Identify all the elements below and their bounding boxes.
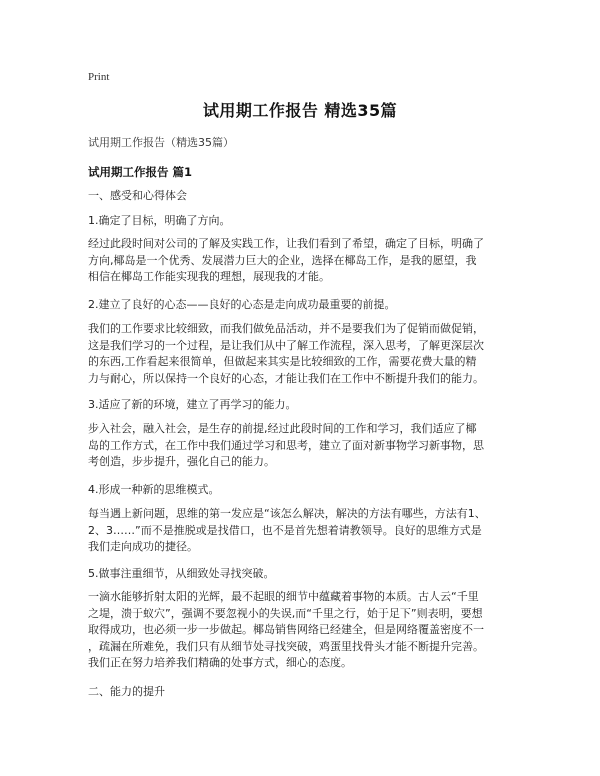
item-5-title: 5.做事注重细节，从细致处寻找突破。 [88,567,275,580]
item-1-body [88,236,518,286]
paragraph-line: 我们的工作要求比较细致，而我们做免品活动，并不是要我们为了促销而做促销， [88,322,484,335]
item-4-title: 4.形成一种新的思维模式。 [88,483,220,496]
print-label[interactable]: Print [88,71,110,83]
paragraph-line: 这是我们学习的一个过程，是让我们从中了解工作流程，深入思考，了解更深层次 [88,338,484,352]
paragraph-line: 方向,椰岛是一个优秀、发展潜力巨大的企业，选择在椰岛工作，是我的愿望，我 [88,253,477,267]
paragraph-line: 我们走向成功的捷径。 [88,540,198,553]
item-4-body [88,506,518,556]
item-3-title: 3.适应了新的环境，建立了再学习的能力。 [88,398,297,411]
paragraph-line: 取得成功，也必须一步一步做起。椰岛销售网络已经建全，但是网络覆盖密度不一 [88,623,484,636]
paragraph-line: 力与耐心，所以保持一个良好的心态，才能让我们在工作中不断提升我们的能力。 [88,371,484,385]
page-title: 试用期工作报告 精选35篇 [202,101,398,120]
paragraph-line: 的东西,工作看起来很简单，但做起来其实是比较细致的工作，需要花费大量的精 [88,355,477,368]
item-2-title: 2.建立了良好的心态——良好的心态是走向成功最重要的前提。 [88,298,396,311]
paragraph-line: 每当遇上新问题，思维的第一发应是“该怎么解决，解决的方法有哪些，方法有1、 [88,507,486,520]
item-2-body [88,321,518,387]
paragraph-line: 我们正在努力培养我们精确的处事方式，细心的态度。 [88,656,352,669]
paragraph-line: 岛的工作方式，在工作中我们通过学习和思考，建立了面对新事物学习新事物，思 [88,438,484,452]
paragraph-line: 相信在椰岛工作能实现我的理想，展现我的才能。 [88,270,330,283]
item-3-body [88,421,518,471]
paragraph-line: 之堤，溃于蚁穴”，强调不要忽视小的失误,而“千里之行，始于足下”则表明，要想 [88,606,483,620]
paragraph-line: 一滴水能够折射太阳的光辉，最不起眼的细节中蕴藏着事物的本质。古人云“千里 [88,590,479,603]
paragraph-line: 经过此段时间对公司的了解及实践工作，让我们看到了希望，确定了目标，明确了 [88,237,484,250]
paragraph-line: 考创造，步步提升，强化自己的能力。 [88,455,275,468]
section-1-heading: 一、感受和心得体会 [88,189,187,202]
section-heading: 试用期工作报告 篇1 [88,165,193,179]
section-2-heading: 二、能力的提升 [88,685,165,698]
item-1-title: 1.确定了目标，明确了方向。 [88,214,231,227]
document-subtitle: 试用期工作报告（精选35篇） [88,136,234,149]
item-5-body [88,589,518,672]
paragraph-line: 2、3……”而不是推脱或是找借口，也不是首先想着请教领导。良好的思维方式是 [88,523,482,537]
paragraph-line: 步入社会，融入社会，是生存的前提,经过此段时间的工作和学习，我们适应了椰 [88,422,477,435]
paragraph-line: ，疏漏在所难免，我们只有从细节处寻找突破，鸡蛋里找骨头才能不断提升完善。 [88,639,484,653]
